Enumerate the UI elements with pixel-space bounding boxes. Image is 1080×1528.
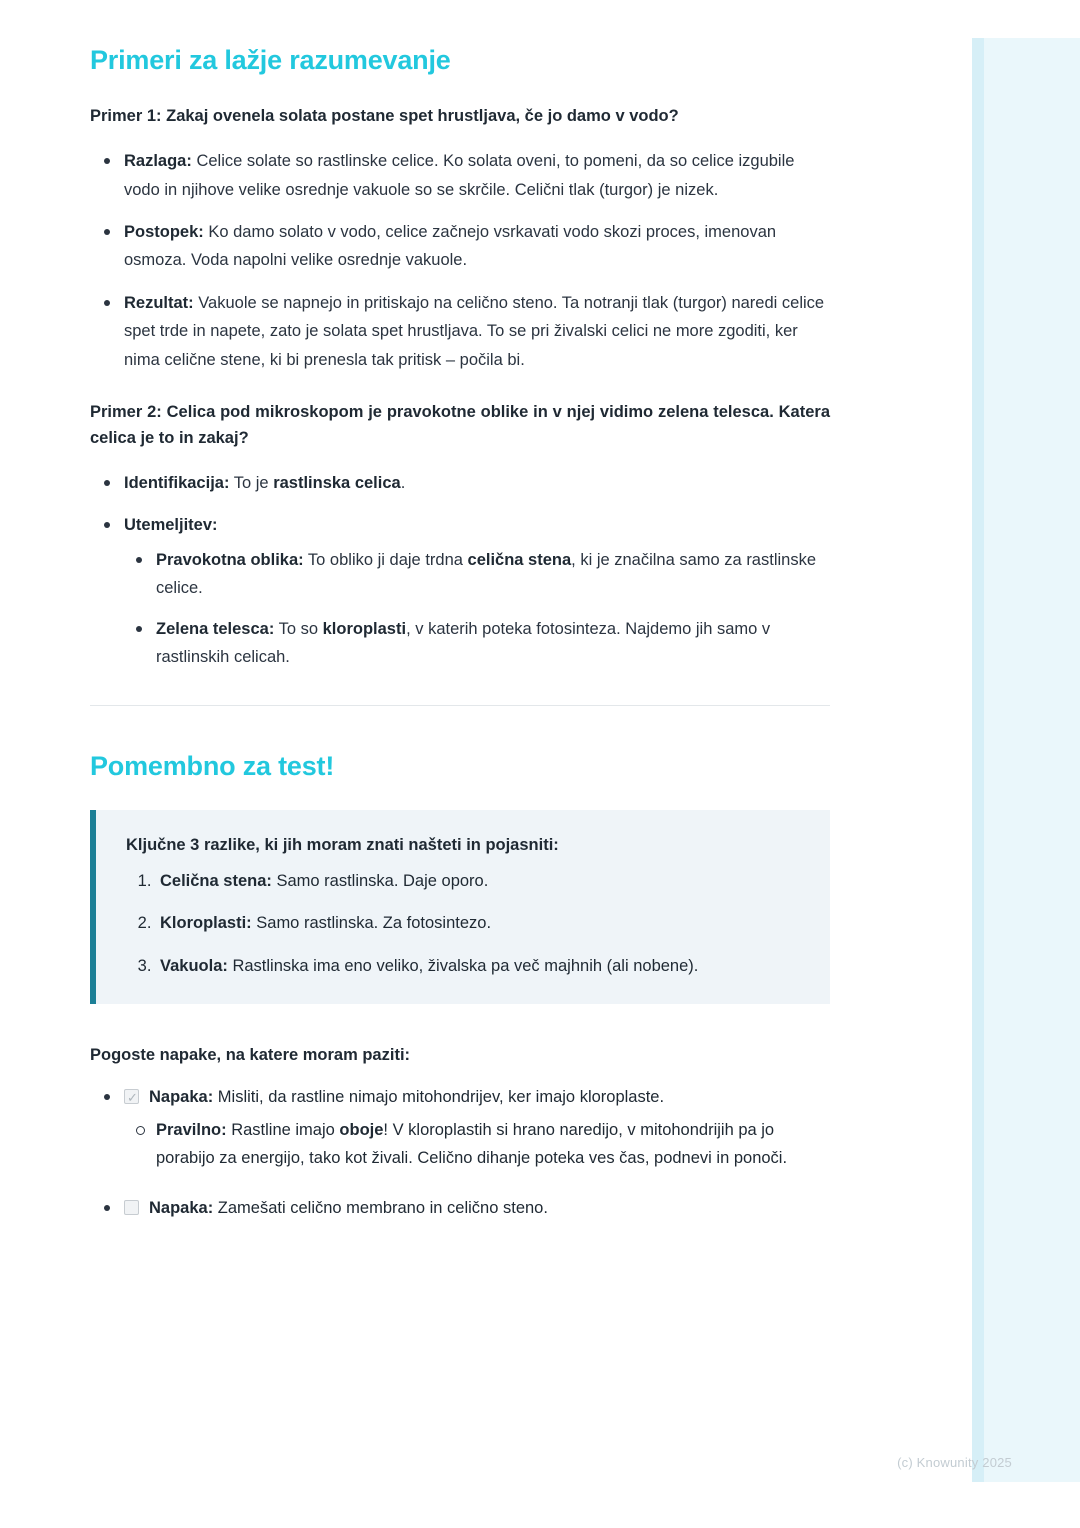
item-label: Pravilno:	[156, 1120, 227, 1139]
item-text: Celice solate so rastlinske celice. Ko solata oveni, to pomeni, da so celice izgubile vodo in njihove velike osrednje vakuole so se skrčile. Celični tlak (turgor) je nizek.	[124, 152, 795, 199]
example-1-heading: Primer 1: Zakaj ovenela solata postane spet hrustljava, če jo damo v vodo?	[90, 106, 679, 125]
item-emphasis: oboje	[339, 1120, 384, 1139]
item-label: Napaka:	[149, 1088, 214, 1107]
list-item	[156, 1116, 830, 1173]
item-label: Rezultat:	[124, 293, 194, 312]
item-label: Razlaga:	[124, 152, 192, 171]
list-item	[124, 218, 830, 275]
section-title-examples: Primeri za lažje razumevanje	[90, 45, 451, 75]
item-label: Celična stena:	[160, 872, 272, 891]
item-text: Ko damo solato v vodo, celice začnejo vsrkavati vodo skozi proces, imenovan osmoza. Voda napolni velike osrednje vakuole.	[124, 223, 777, 270]
item-emphasis: rastlinska celica	[273, 474, 401, 493]
page-edge-strip	[972, 38, 1080, 1482]
item-label: Napaka:	[149, 1199, 214, 1218]
item-text-after: , v katerih poteka fotosinteza. Najdemo jih samo v rastlinskih celicah.	[156, 619, 771, 666]
list-item	[156, 909, 800, 937]
section-title-test: Pomembno za test!	[90, 751, 335, 782]
list-item	[156, 615, 830, 672]
item-label: Postopek:	[124, 223, 204, 242]
list-item	[124, 289, 830, 374]
key-differences-callout	[90, 810, 830, 1004]
item-text: Zamešati celično membrano in celično steno.	[213, 1199, 548, 1218]
item-text: Rastline imajo	[226, 1120, 340, 1139]
item-text: Samo rastlinska. Daje oporo.	[271, 872, 489, 891]
example-1-list	[90, 147, 830, 374]
list-item	[124, 1083, 830, 1172]
item-label: Pravokotna oblika:	[156, 550, 304, 569]
item-text: Misliti, da rastline nimajo mitohondrijev, ker imajo kloroplaste.	[213, 1088, 665, 1107]
list-item	[156, 952, 800, 980]
item-label: Zelena telesca:	[156, 619, 275, 638]
item-text-after: , ki je značilna samo za rastlinske celice.	[156, 550, 817, 598]
justification-sub-list	[124, 546, 830, 672]
list-item	[124, 147, 830, 204]
common-mistakes-heading: Pogoste napake, na katere moram paziti:	[90, 1046, 411, 1065]
list-item	[124, 469, 830, 497]
item-emphasis: kloroplasti	[322, 619, 407, 638]
watermark: (c) Knowunity 2025	[897, 1455, 1012, 1470]
common-mistakes-list	[90, 1083, 830, 1223]
key-differences-list	[126, 867, 800, 980]
item-text: Samo rastlinska. Za fotosintezo.	[251, 914, 492, 933]
example-2-heading: Primer 2: Celica pod mikroskopom je pravokotne oblike in v njej vidimo zelena telesca. Katera celica je to in zakaj?	[90, 402, 830, 447]
item-label: Utemeljitev:	[124, 516, 218, 535]
item-label: Identifikacija:	[124, 474, 230, 493]
item-text: Vakuole se napnejo in pritiskajo na celično steno. Ta notranji tlak (turgor) naredi celice spet trde in napete, zato je solata spet hrustljava. To se pri živalski celici ne more zgoditi, ker nima celične stene, ki bi prenesla tak pritisk – počila bi.	[124, 293, 825, 369]
page-edge-accent	[972, 38, 984, 1482]
mistake-correction-list	[124, 1116, 830, 1173]
item-emphasis: celična stena	[467, 550, 572, 569]
list-item	[124, 511, 830, 671]
document-content	[90, 44, 830, 1245]
item-label: Kloroplasti:	[160, 914, 252, 933]
checkbox-unchecked-icon[interactable]	[124, 1200, 139, 1215]
item-text: To je	[229, 474, 274, 493]
example-2-list	[90, 469, 830, 671]
item-label: Vakuola:	[160, 956, 228, 975]
list-item	[156, 546, 830, 603]
item-text-after: ! V kloroplastih si hrano naredijo, v mitohondrijih pa jo porabijo za energijo, tako kot živali. Celično dihanje poteka ves čas, podnevi in ponoči.	[156, 1120, 788, 1167]
item-text-after: .	[400, 474, 406, 493]
callout-title: Ključne 3 razlike, ki jih moram znati našteti in pojasniti:	[126, 836, 559, 855]
list-item	[156, 867, 800, 895]
item-text: To obliko ji daje trdna	[303, 550, 468, 569]
checkbox-checked-icon[interactable]	[124, 1089, 139, 1104]
section-divider	[90, 705, 830, 706]
list-item	[124, 1194, 830, 1222]
item-text: Rastlinska ima eno veliko, živalska pa več majhnih (ali nobene).	[227, 956, 699, 975]
item-text: To so	[274, 619, 323, 638]
